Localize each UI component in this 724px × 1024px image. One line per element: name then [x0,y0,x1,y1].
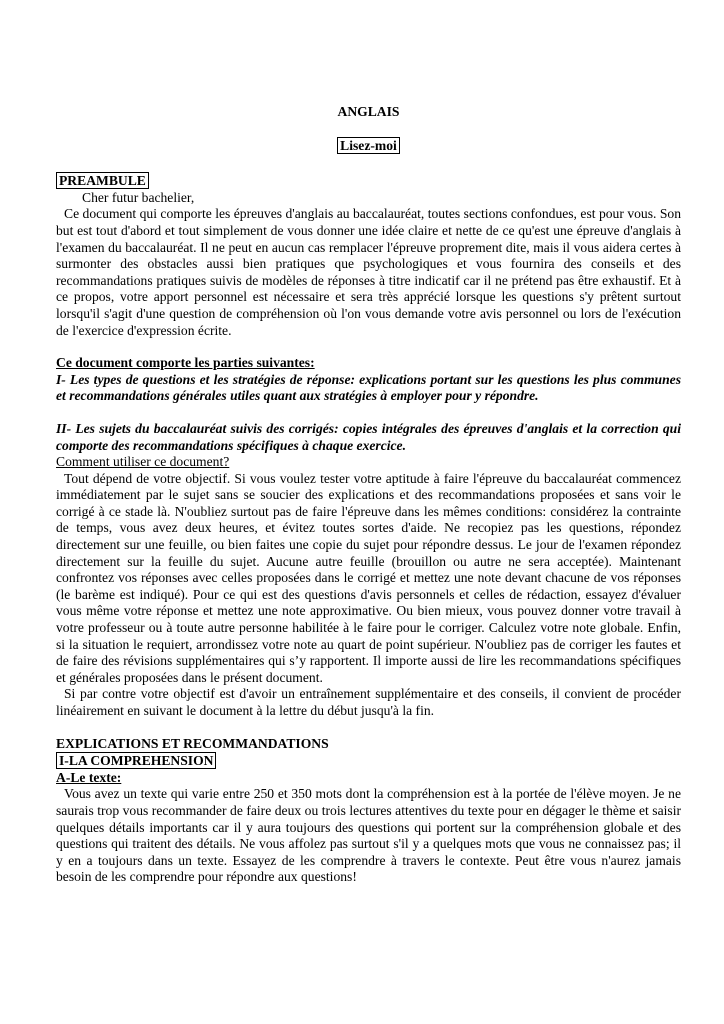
comprehension-heading: I-LA COMPREHENSION [56,752,216,769]
part-one-description: I- Les types de questions et les stratégies de réponse: explications portant sur les questions les plus communes et recommandations générales utiles quant aux stratégies à employer pour y répondre. [56,371,681,404]
text-subheading: A-Le texte: [56,769,122,785]
usage-section [56,454,681,720]
preamble-section [56,172,681,339]
part-two-description: II- Les sujets du baccalauréat suivis des corrigés: copies intégrales des épreuves d'anglais et la correction qui comporte des recommandations spécifiques à chaque exercice. [56,420,681,453]
explanations-heading: EXPLICATIONS ET RECOMMANDATIONS [56,735,329,751]
preamble-heading: PREAMBULE [56,172,149,189]
text-body: Vous avez un texte qui varie entre 250 et 350 mots dont la compréhension est à la portée de l'élève moyen. Je ne saurais trop vous recommander de faire deux ou trois lectures attentives du texte pour en dégager le thème et saisir quelques détails importants car il y aura toujours des questions qui portent sur la compréhension globale et des questions qui traitent des détails. Ne vous affolez pas surtout s'il y a quelques mots que vous ne connaissez pas; il y en a toujours dans un texte. Essayez de les comprendre à travers le contexte. Peut être vous n'aurez jamais besoin de les comprendre pour répondre aux questions! [56,786,681,885]
parts-heading: Ce document comporte les parties suivantes: [56,355,315,371]
parts-section [56,355,681,454]
usage-paragraph-1: Tout dépend de votre objectif. Si vous voulez tester votre aptitude à faire l'épreuve du baccalauréat commencez immédiatement par le sujet sans se soucier des explications et des recommandations proposées et sans voir le corrigé à ce stade là. N'oubliez surtout pas de faire l'épreuve dans les mêmes conditions: considérez la contrainte de temps, vous avez deux heures, et évitez toutes sortes d'aide. Ne recopiez pas les questions, répondez directement sur une feuille, ou bien faites une copie du sujet pour répondre dessus. Le jour de l'examen répondez directement sur la feuille du sujet. Aucune autre feuille (brouillon ou autre ne sera acceptée). Maintenant confrontez vos réponses avec celles proposées dans le corrigé et mettez une note devant chacune de vos réponses (le barème est indiqué). Pour ce qui est des questions d'avis personnels et celles de rédaction, essayez d'évaluer vous même votre réponse et mettez une note approximative. Ou bien mieux, vous pouvez donner votre travail à votre professeur ou à toute autre personne habilitée à le faire pour le corriger. Calculez votre note globale. Enfin, si la situation le requiert, arrondissez votre note au quart de point supérieur. N'oubliez pas de corriger les fautes et de faire des révisions supplémentaires qui s’y rapportent. Il importe aussi de lire les recommandations spécifiques et générales proposées dans le présent document. [56,470,681,685]
document-subtitle: Lisez-moi [337,137,400,154]
usage-heading: Comment utiliser ce document? [56,454,230,470]
spacer [56,339,681,355]
preamble-greeting: Cher futur bachelier, [82,189,195,205]
preamble-body: Ce document qui comporte les épreuves d'anglais au baccalauréat, toutes sections confondues, est pour vous. Son but est tout d'abord et tout simplement de vous donner une idée claire et nette de ce qu'est une épreuve d'anglais à l'examen du baccalauréat. Il ne peut en aucun cas remplacer l'épreuve proprement dite, mais il vous aidera certes à surmonter des obstacles aussi bien pratiques que psychologiques et vous fournira des conseils et des recommandations pratiques suivis de modèles de réponses à titre indicatif car il ne prétend pas être exhaustif. Et à ce propos, votre apport personnel est nécessaire et sera très apprécié lorsque les questions s'y prêtent surtout lorsqu'il s'agit d'une question de compréhension où l'on vous demande votre avis personnel ou lors de l'exécution de l'exercice d'expression écrite. [56,206,681,338]
explanations-section [56,736,681,886]
subtitle-wrapper [56,137,681,155]
spacer [56,720,681,736]
document-title: ANGLAIS [337,104,400,119]
spacer [56,405,681,421]
usage-paragraph-2: Si par contre votre objectif est d'avoir un entraînement supplémentaire et des conseils, il convient de procéder linéairement en suivant le document à la lettre du début jusqu'à la fin. [56,686,681,718]
document-page [56,104,681,886]
